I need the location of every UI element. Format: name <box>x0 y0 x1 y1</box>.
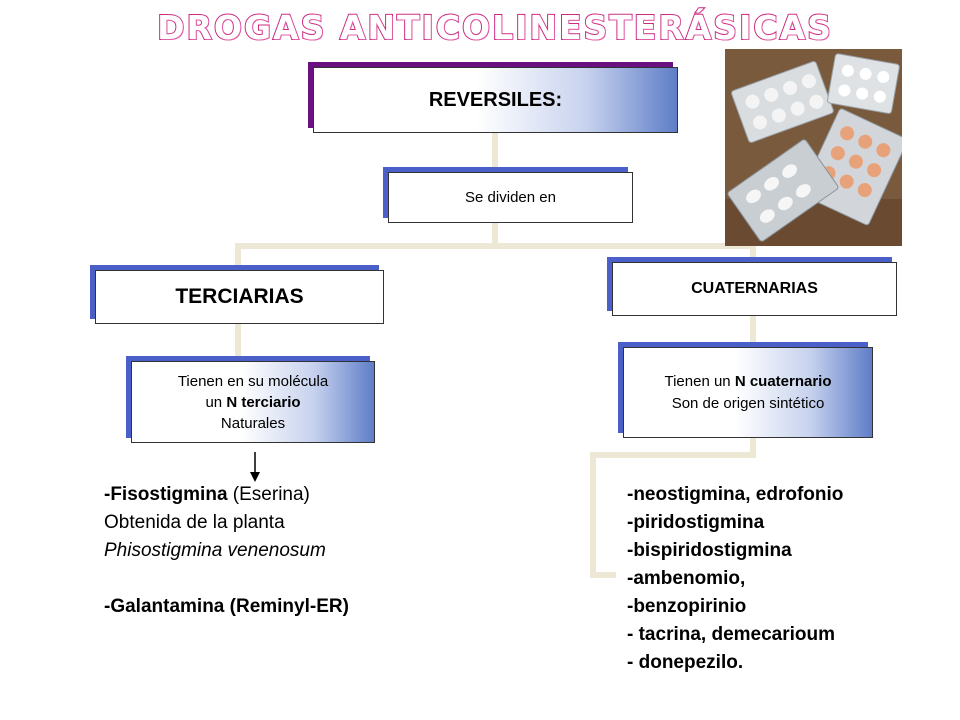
list-item: -neostigmina, edrofonio <box>627 484 844 505</box>
list-item: -Fisostigmina (Eserina) <box>104 484 310 505</box>
connector-left-down <box>235 243 241 273</box>
cuaternarias-desc-line1: Tienen un N cuaternario <box>664 372 832 390</box>
cuaternarias-box <box>612 262 897 316</box>
root-box <box>313 67 678 133</box>
cuaternarias-label: CUATERNARIAS <box>691 280 818 297</box>
terciarias-box <box>95 270 384 324</box>
terciarias-desc-line2: un N terciario <box>205 393 301 411</box>
split-label: Se dividen en <box>465 189 556 206</box>
terciarias-label: TERCIARIAS <box>175 285 304 308</box>
list-item: -piridostigmina <box>627 512 765 533</box>
terciarias-desc-line1: Tienen en su molécula <box>177 372 329 390</box>
list-item: -bispiridostigmina <box>627 540 792 561</box>
list-item: - donepezilo. <box>627 652 744 673</box>
page-title: DROGAS ANTICOLINESTERÁSICAS <box>157 8 833 47</box>
down-arrow-icon <box>249 452 261 482</box>
connector-right-list-vertical <box>590 452 596 578</box>
root-label: REVERSILES: <box>428 88 563 111</box>
connector-split-down <box>492 222 498 246</box>
split-box <box>388 172 633 223</box>
connector-right-list-tick <box>590 572 616 578</box>
terciarias-drug-list <box>104 481 349 621</box>
connector-left-desc <box>235 322 241 360</box>
list-item: -ambenomio, <box>627 568 746 589</box>
connector-root-split <box>492 132 498 172</box>
connector-right-list-horizontal <box>590 452 756 458</box>
list-item: Obtenida de la planta <box>104 512 285 533</box>
cuaternarias-drug-list <box>627 481 843 677</box>
connector-right-desc-bottom <box>750 436 756 456</box>
terciarias-desc-box <box>131 361 375 443</box>
pill-blister-packs-photo <box>725 49 902 246</box>
list-item: -benzopirinio <box>627 596 747 617</box>
list-item: -Galantamina (Reminyl-ER) <box>104 596 349 617</box>
list-item: Phisostigmina venenosum <box>104 540 326 561</box>
connector-right-desc <box>750 315 756 347</box>
cuaternarias-desc-box <box>623 347 873 438</box>
terciarias-desc-line3: Naturales <box>220 414 286 432</box>
cuaternarias-desc-line2: Son de origen sintético <box>671 394 825 412</box>
list-item: - tacrina, demecarioum <box>627 624 836 645</box>
